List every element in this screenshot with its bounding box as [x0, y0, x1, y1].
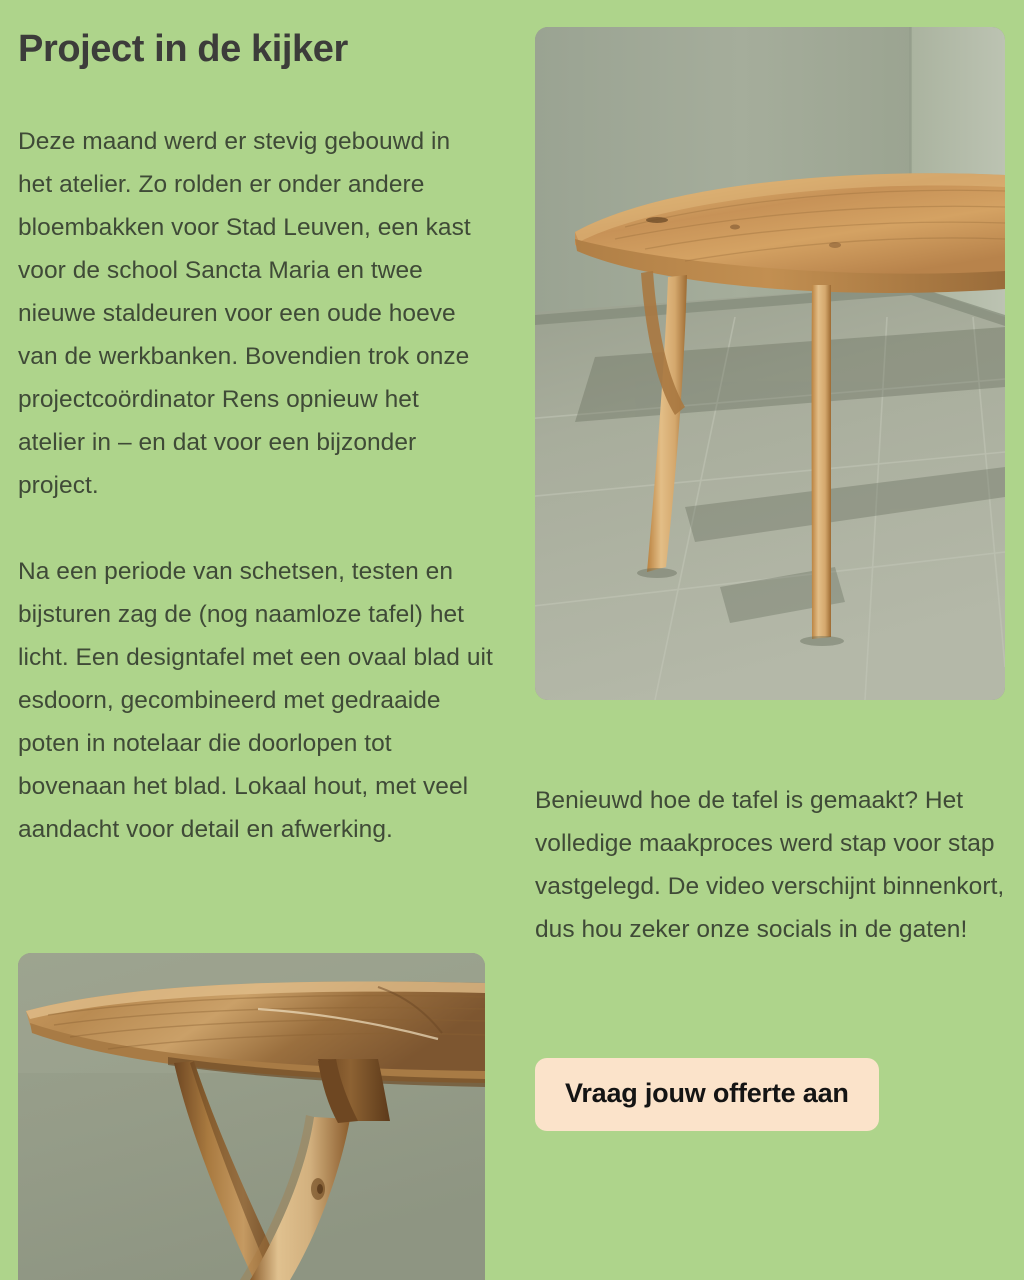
- request-quote-button[interactable]: Vraag jouw offerte aan: [535, 1058, 879, 1131]
- page-title: Project in de kijker: [18, 28, 348, 70]
- design-paragraph: Na een periode van schetsen, testen en bijsturen zag de (nog naamloze tafel) het licht. Een designtafel met een ovaal blad uit esdoorn, gecombineerd met gedraaide poten in notelaar die doorlopen tot bovenaan het blad. Lokaal hout, met veel aandacht voor detail en afwerking.: [18, 557, 493, 843]
- right-column: [535, 779, 1007, 951]
- cta-container: [535, 1058, 879, 1131]
- video-teaser-paragraph: Benieuwd hoe de tafel is gemaakt? Het volledige maakproces werd stap voor stap vastgelegd. De video verschijnt binnenkort, dus hou zeker onze socials in de gaten!: [535, 787, 1005, 943]
- left-column: [18, 0, 493, 851]
- intro-paragraph: Deze maand werd er stevig gebouwd in het atelier. Zo rolden er onder andere bloembakken voor Stad Leuven, een kast voor de school Sancta Maria en twee nieuwe staldeuren voor een oude hoeve van de werkbanken. Bovendien trok onze projectcoördinator Rens opnieuw het atelier in – en dat voor een bijzonder project.: [18, 127, 471, 499]
- oval-maple-table-in-room-photo: [535, 27, 1005, 700]
- table-edge-leg-detail-photo: [18, 953, 485, 1280]
